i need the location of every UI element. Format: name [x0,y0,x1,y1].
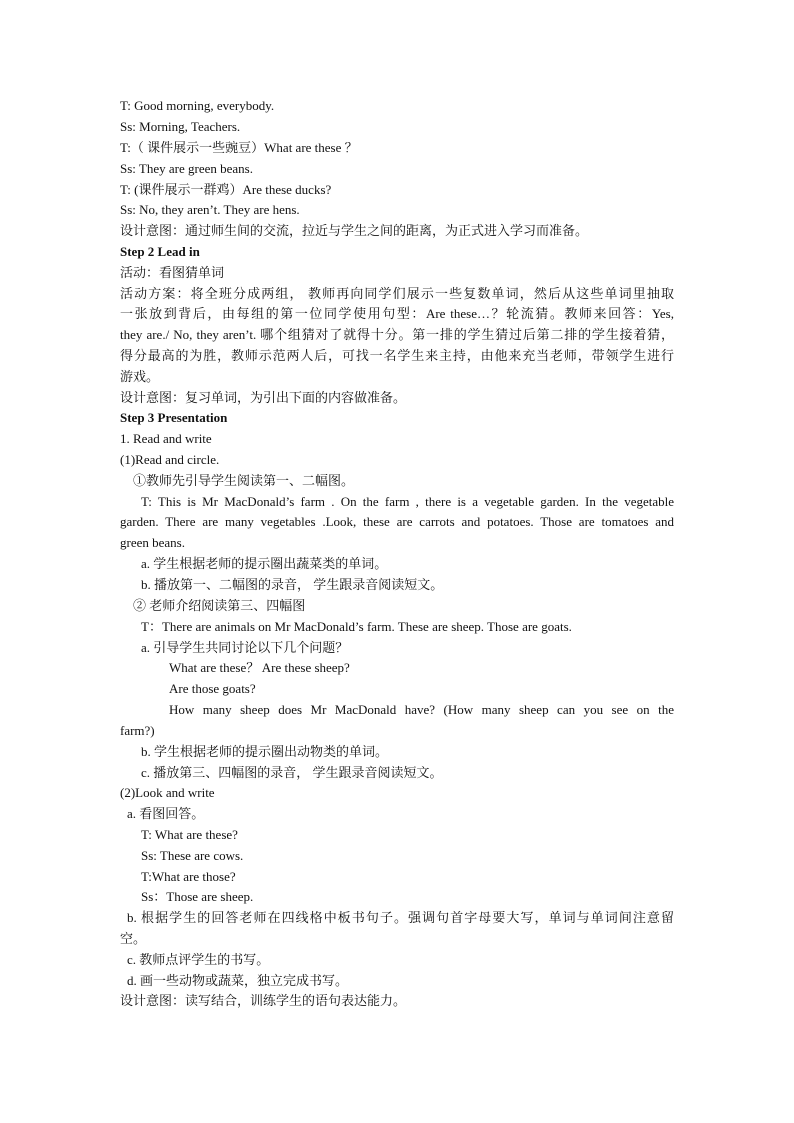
section-heading: 1. Read and write [120,431,212,446]
dialogue-line: T: What are these? [141,827,238,842]
dialogue-line: Ss: These are cows. [141,848,244,863]
design-intent: 设计意图：复习单词，为引出下面的内容做准备。 [120,390,407,405]
activity-title: 活动：看图猜单词 [120,265,225,280]
dialogue-line: T: Good morning, everybody. [120,98,275,113]
list-item: b. 根据学生的回答老师在四线格中板书句子。强调句首字母要大写，单词与单词间注意留 [127,910,674,925]
step-heading: Step 2 Lead in [120,244,200,259]
subsection-heading: (1)Read and circle. [120,452,220,467]
paragraph-line: green beans. [120,535,185,550]
question-line: farm?) [120,723,155,738]
step-heading: Step 3 Presentation [120,410,228,425]
dialogue-line: T: (课件展示一群鸡）Are these ducks? [120,182,332,197]
list-item: d. 画一些动物或蔬菜，独立完成书写。 [127,973,349,988]
list-item: a. 引导学生共同讨论以下几个问题？ [141,640,349,655]
dialogue-line: Ss: They are green beans. [120,161,253,176]
dialogue-line: Ss: No, they aren’t. They are hens. [120,202,300,217]
design-intent: 设计意图：读写结合，训练学生的语句表达能力。 [120,993,407,1008]
list-item: c. 教师点评学生的书写。 [127,952,270,967]
dialogue-line: Ss：Those are sheep. [141,889,254,904]
paragraph-line: 得分最高的为胜，教师示范两人后，可找一名学生来主持，由他来充当老师，带领学生进行 [120,348,674,363]
list-item: c. 播放第三、四幅图的录音， 学生跟录音阅读短文。 [141,765,443,780]
paragraph-line: 游戏。 [120,369,160,384]
paragraph-line: T: This is Mr MacDonald’s farm . On the farm , there is a vegetable garden. In the vegetable [141,494,674,509]
subsection-heading: (2)Look and write [120,785,215,800]
dialogue-line: T：There are animals on Mr MacDonald’s farm. These are sheep. Those are goats. [141,619,572,634]
list-item: 空。 [120,931,147,946]
paragraph-line: 活动方案：将全班分成两组， 教师再向同学们展示一些复数单词，然后从这些单词里抽取 [120,286,674,301]
list-item: ①教师先引导学生阅读第一、二幅图。 [133,473,355,488]
question-line: Are those goats? [169,681,256,696]
dialogue-line: Ss: Morning, Teachers. [120,119,241,134]
paragraph-line: 一张放到背后，由每组的第一位同学使用句型：Are these…？轮流猜。教师来回答：Yes, [120,306,674,321]
list-item: b. 学生根据老师的提示圈出动物类的单词。 [141,744,389,759]
paragraph-line: they are./ No, they aren’t. 哪个组猜对了就得十分。第一排的学生猜过后第二排的学生接着猜， [120,327,674,342]
design-intent: 设计意图：通过师生间的交流，拉近与学生之间的距离，为正式进入学习而准备。 [120,223,589,238]
list-item: a. 看图回答。 [127,806,205,821]
dialogue-line: T:What are those? [141,869,236,884]
list-item: a. 学生根据老师的提示圈出蔬菜类的单词。 [141,556,388,571]
dialogue-line: T:（ 课件展示一些豌豆）What are these ？ [120,140,358,155]
paragraph-line: garden. There are many vegetables .Look, these are carrots and potatoes. Those are tomatoes and [120,514,674,529]
list-item: b. 播放第一、二幅图的录音， 学生跟录音阅读短文。 [141,577,444,592]
list-item: ② 老师介绍阅读第三、四幅图 [133,598,306,613]
question-line: How many sheep does Mr MacDonald have? (How many sheep can you see on the [169,702,674,717]
question-line: What are these？ Are these sheep? [169,660,350,675]
